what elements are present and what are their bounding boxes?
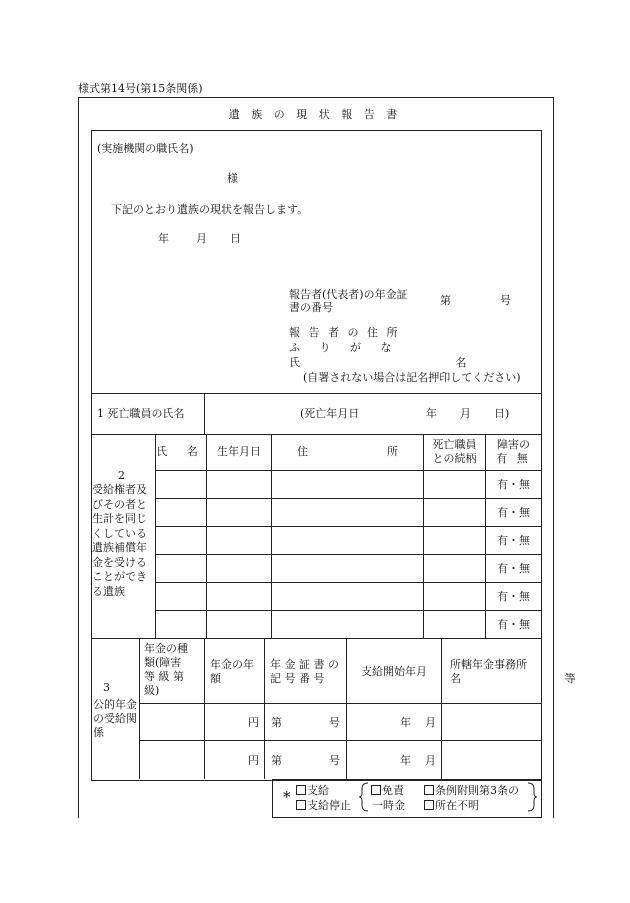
checkbox-icon[interactable] (296, 785, 306, 795)
right-bracket-icon (526, 781, 538, 813)
status-exempt-label: 免責 (382, 784, 404, 797)
status-pay-stop[interactable] (296, 799, 351, 812)
section3-number: 3 (103, 681, 110, 694)
header-address-2: 所 (387, 445, 398, 458)
status-unknown-label: 所在不明 (435, 799, 479, 812)
section3-label-line: の受給関 (93, 712, 137, 725)
row1-dai: 第 (271, 716, 282, 729)
section2-label-line: ことができ (92, 570, 147, 583)
checkbox-icon[interactable] (424, 785, 434, 795)
date-year-label: 年 (158, 232, 169, 245)
honorific-sama: 様 (227, 172, 238, 185)
pension-number-suffix: 号 (500, 294, 511, 307)
death-date-label: (死亡年月日 (300, 407, 360, 420)
pension-number-label-1: 報告者(代表者)の年金証 (289, 288, 408, 301)
death-month-label: 月 (460, 407, 471, 420)
row2-go: 号 (329, 754, 340, 767)
status-lump-label: 一時金 (372, 799, 405, 812)
status-supplementary[interactable] (424, 784, 519, 797)
asterisk-mark: * (283, 788, 291, 806)
death-year-label: 年 (426, 407, 437, 420)
disability-check-row[interactable]: 有・無 (497, 506, 530, 519)
payment-start-header: 支給開始年月 (361, 665, 427, 678)
header-relation-2: との続柄 (432, 452, 477, 465)
section2-label-line: 遺族補償年 (92, 541, 147, 554)
status-supplementary-label: 条例附則第3条の (435, 784, 519, 797)
cert-number-header-line: 年 金 証 書 の (270, 658, 339, 671)
section2-label-line: びその者と (92, 497, 147, 511)
page-title: 遺 族 の 現 状 報 告 書 (228, 108, 402, 121)
date-month-label: 月 (196, 232, 207, 245)
section3-label-line: 公的年金 (93, 698, 137, 711)
section1-label: 1 死亡職員の氏名 (97, 407, 185, 420)
checkbox-icon[interactable] (371, 785, 381, 795)
furigana-label: ふ り が な (289, 341, 400, 354)
row1-month: 月 (425, 716, 436, 729)
section2-number: 2 (118, 469, 125, 482)
disability-check-row[interactable]: 有・無 (497, 562, 530, 575)
section2-label-line: る遺族 (92, 584, 125, 598)
header-birthdate: 生年月日 (217, 445, 261, 458)
row2-dai: 第 (271, 754, 282, 767)
pension-amount-header-line: 年金の年 (210, 658, 254, 671)
pension-type-header-line: 年金の種 (144, 642, 188, 655)
section2-label-line: くしている (92, 526, 147, 540)
status-pay-label: 支給 (307, 784, 329, 797)
pension-type-header-line: 級) (144, 684, 160, 697)
left-bracket-icon (358, 781, 370, 813)
pension-office-header-2: 名 等 (450, 672, 626, 685)
header-disability-2: 有 無 (496, 452, 531, 465)
disability-check-row[interactable]: 有・無 (497, 478, 530, 491)
pension-number-label-2: 書の番号 (289, 301, 333, 314)
status-pay-stop-label: 支給停止 (307, 799, 351, 812)
section2-label (92, 483, 154, 599)
header-name: 氏 名 (156, 445, 206, 458)
reporter-name-label: 氏 名 (289, 356, 543, 369)
pension-amount-header-line: 額 (210, 672, 221, 685)
row2-yen: 円 (248, 754, 259, 767)
section2-label-line: 受給権者及 (92, 483, 147, 496)
header-disability-1: 障害の (497, 438, 530, 451)
checkbox-icon[interactable] (296, 800, 306, 810)
status-exempt[interactable] (371, 784, 404, 797)
report-statement: 下記のとおり遺族の現状を報告します。 (111, 203, 309, 216)
section2-label-line: 金を受ける (92, 555, 147, 569)
addressee-label: (実施機関の職氏名) (97, 142, 194, 155)
cert-number-header-line: 記 号 番 号 (270, 672, 325, 685)
header-address-1: 住 (297, 445, 308, 458)
checkbox-icon[interactable] (424, 800, 434, 810)
pension-office-header-1: 所轄年金事務所 (450, 658, 527, 671)
date-day-label: 日 (230, 232, 241, 245)
section3-label-line: 係 (93, 726, 104, 739)
pension-type-header-line: 類(障害 (144, 656, 182, 669)
pension-number-prefix: 第 (440, 294, 451, 307)
form-label: 様式第14号(第15条関係) (78, 82, 203, 95)
disability-check-row[interactable]: 有・無 (497, 534, 530, 547)
pension-type-header-line: 等 級 第 (144, 670, 184, 683)
seal-note: (自署されない場合は記名押印してください) (303, 371, 521, 384)
row1-go: 号 (329, 716, 340, 729)
row1-year: 年 (400, 716, 411, 729)
death-day-label: 日) (494, 407, 510, 420)
disability-check-row[interactable]: 有・無 (497, 590, 530, 603)
row1-yen: 円 (248, 716, 259, 729)
status-unknown[interactable] (424, 799, 479, 812)
status-pay[interactable] (296, 784, 329, 797)
disability-check-row[interactable]: 有・無 (497, 618, 530, 631)
section2-label-line: 生計を同じ (92, 512, 147, 525)
row2-month: 月 (425, 754, 436, 767)
header-relation-1: 死亡職員 (432, 438, 477, 451)
row2-year: 年 (400, 754, 411, 767)
reporter-address-label: 報 告 者 の 住 所 (289, 326, 400, 339)
